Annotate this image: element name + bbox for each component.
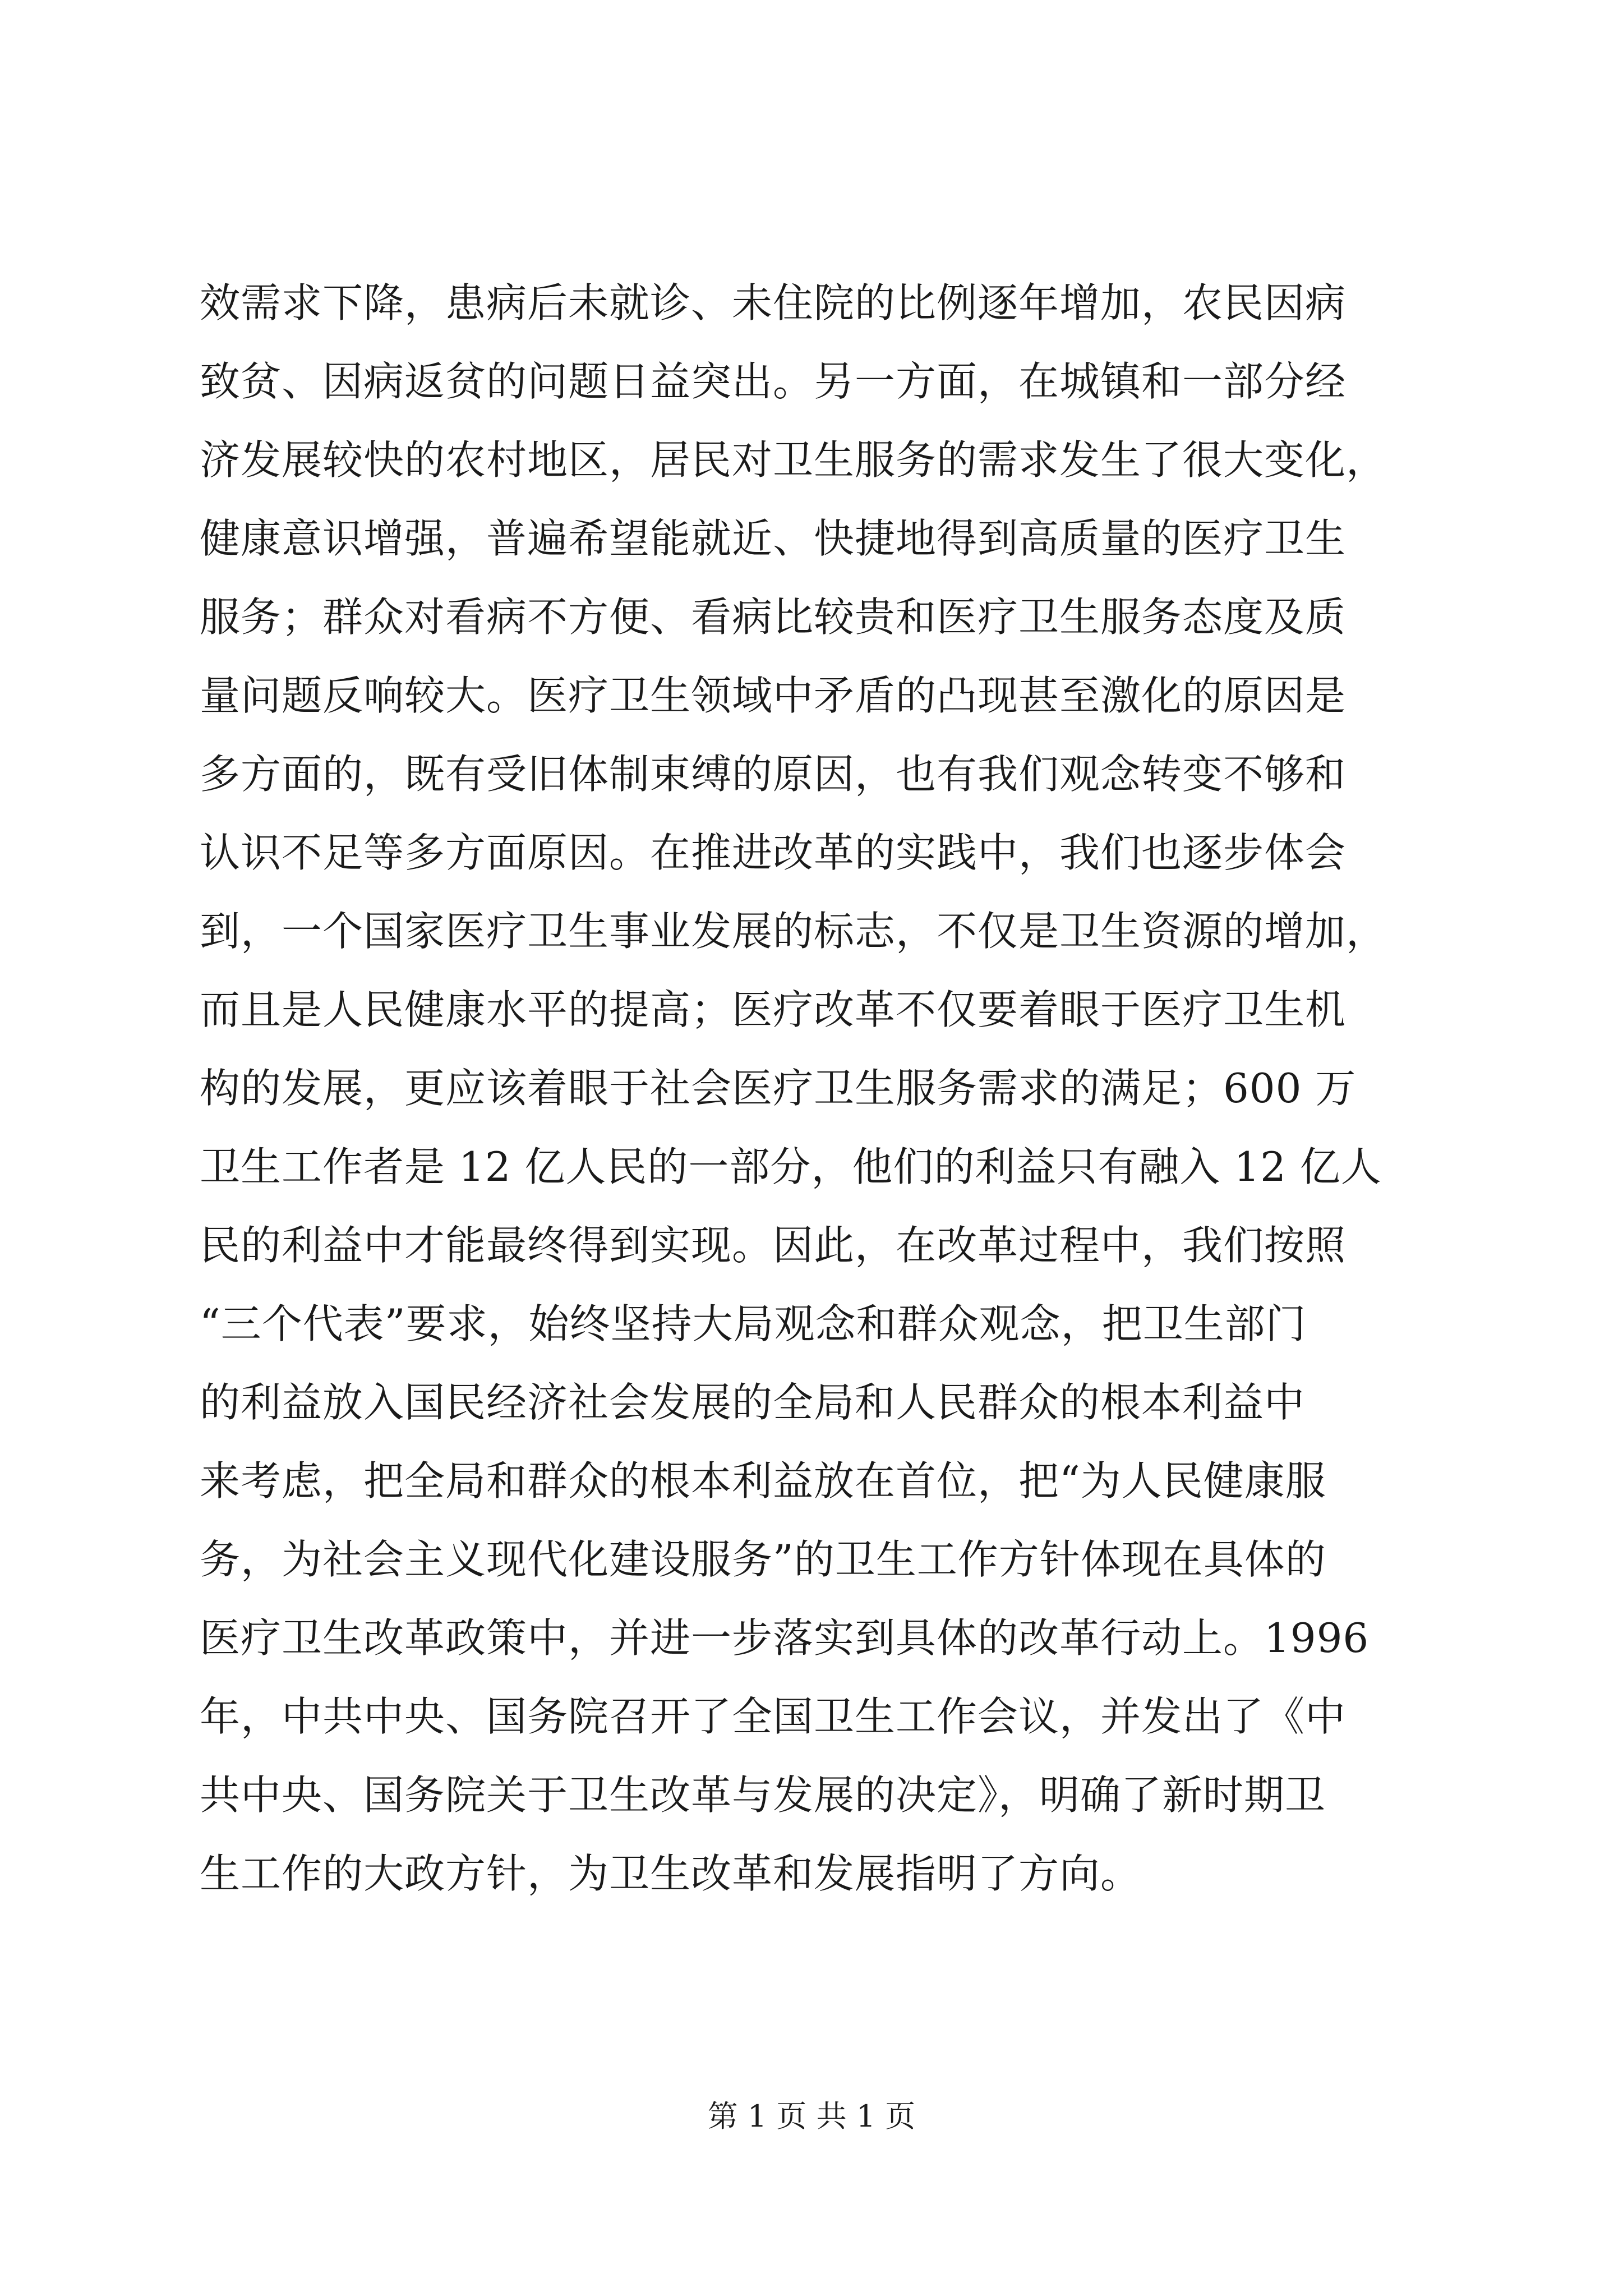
page-footer (0, 2097, 1623, 2136)
text-line: 致贫、因病返贫的问题日益突出。另一方面，在城镇和一部分经 (200, 358, 1347, 405)
text-line: 效需求下降，患病后未就诊、未住院的比例逐年增加，农民因病 (200, 279, 1347, 326)
text-line: 生工作的大政方针，为卫生改革和发展指明了方向。 (200, 1850, 1142, 1897)
text-line: 民的利益中才能最终得到实现。因此，在改革过程中，我们按照 (200, 1222, 1347, 1269)
text-line: 务，为社会主义现代化建设服务”的卫生工作方针体现在具体的 (200, 1536, 1326, 1583)
text-line: 健康意识增强，普遍希望能就近、快捷地得到高质量的医疗卫生 (200, 515, 1347, 562)
text-line: 而且是人民健康水平的提高；医疗改革不仅要着眼于医疗卫生机 (200, 986, 1347, 1033)
text-line: 的利益放入国民经济社会发展的全局和人民群众的根本利益中 (200, 1379, 1306, 1426)
text-line: “三个代表”要求，始终坚持大局观念和群众观念，把卫生部门 (200, 1300, 1307, 1347)
text-line: 卫生工作者是 12 亿人民的一部分，他们的利益只有融入 12 亿人 (200, 1143, 1382, 1190)
body-text (200, 264, 1424, 1913)
text-line: 认识不足等多方面原因。在推进改革的实践中，我们也逐步体会 (200, 829, 1347, 876)
text-line: 医疗卫生改革政策中，并进一步落实到具体的改革行动上。1996 (200, 1614, 1370, 1662)
text-line: 共中央、国务院关于卫生改革与发展的决定》，明确了新时期卫 (200, 1772, 1326, 1819)
text-line: 到，一个国家医疗卫生事业发展的标志，不仅是卫生资源的增加， (200, 908, 1387, 955)
text-line: 量问题反响较大。医疗卫生领域中矛盾的凸现甚至激化的原因是 (200, 672, 1347, 719)
page-number: 第 1 页 共 1 页 (707, 2099, 916, 2134)
text-line: 多方面的，既有受旧体制束缚的原因，也有我们观念转变不够和 (200, 751, 1347, 798)
text-line: 年，中共中央、国务院召开了全国卫生工作会议，并发出了《中 (200, 1693, 1347, 1740)
text-line: 服务；群众对看病不方便、看病比较贵和医疗卫生服务态度及质 (200, 593, 1347, 641)
text-line: 构的发展，更应该着眼于社会医疗卫生服务需求的满足；600 万 (200, 1065, 1357, 1112)
text-line: 来考虑，把全局和群众的根本利益放在首位，把“为人民健康服 (200, 1457, 1326, 1504)
text-line: 济发展较快的农村地区，居民对卫生服务的需求发生了很大变化， (200, 436, 1387, 484)
